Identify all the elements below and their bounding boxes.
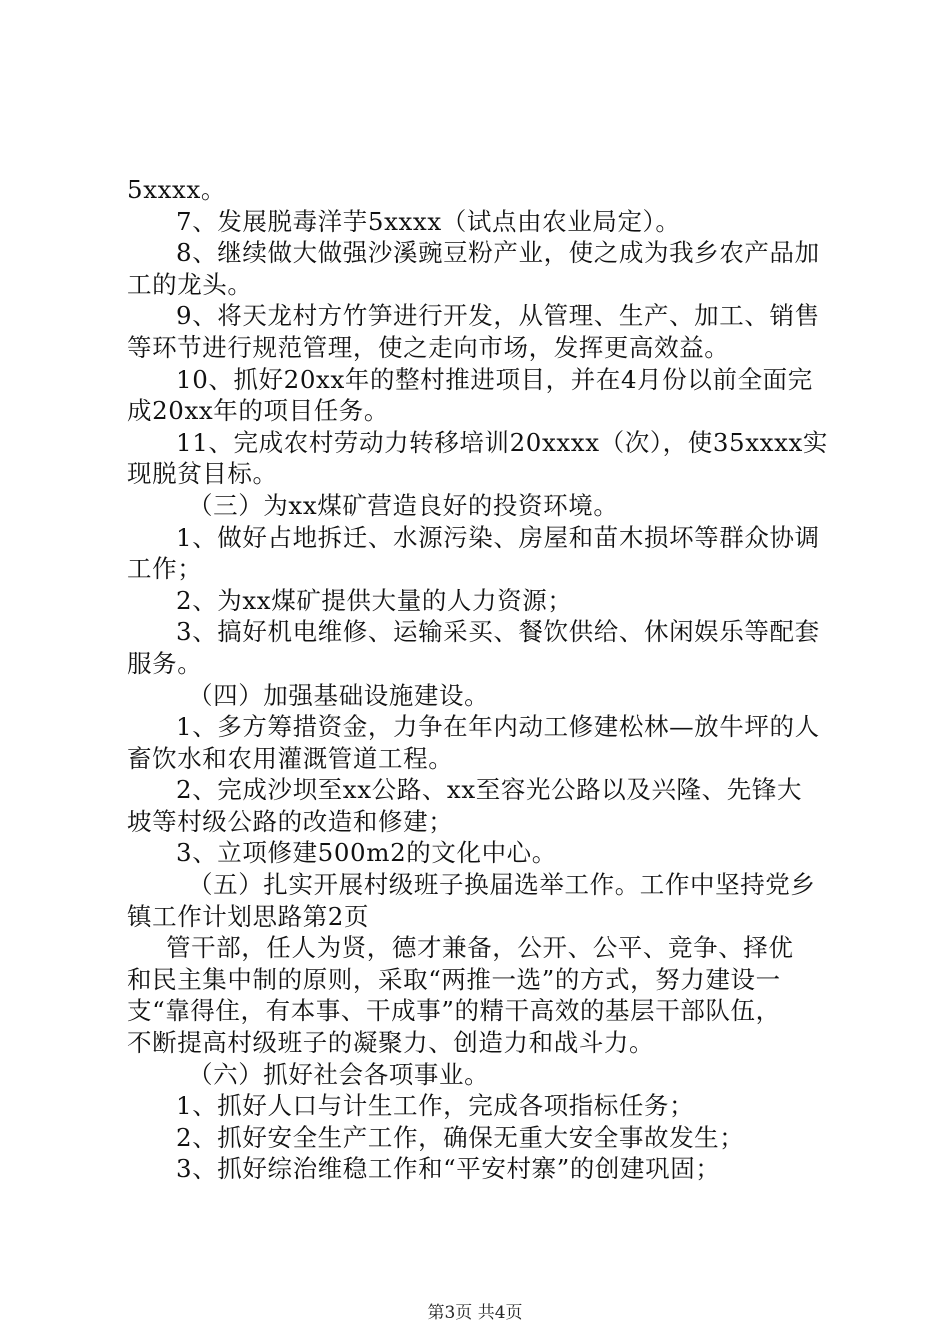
text-line: 支“靠得住，有本事、干成事”的精干高效的基层干部队伍， [127, 996, 781, 1026]
text-line: 11、完成农村劳动力转移培训20xxxx（次），使35xxxx实 [176, 427, 829, 457]
text-line: 1、抓好人口与计生工作，完成各项指标任务； [176, 1091, 695, 1121]
text-line: 工作； [127, 554, 203, 584]
text-line: 工的龙头。 [127, 269, 253, 299]
section-heading: （五）扎实开展村级班子换届选举工作。工作中坚持党乡 [188, 870, 816, 900]
text-line: 8、继续做大做强沙溪豌豆粉产业，使之成为我乡农产品加 [176, 238, 820, 268]
text-line: 9、将天龙村方竹笋进行开发，从管理、生产、加工、销售 [176, 301, 820, 331]
section-heading: （六）抓好社会各项事业。 [188, 1059, 490, 1089]
text-line: 3、立项修建500m2的文化中心。 [176, 838, 557, 868]
text-line: 3、抓好综治维稳工作和“平安村寨”的创建巩固； [176, 1154, 721, 1184]
text-line: 7、发展脱毒洋芋5xxxx（试点由农业局定）。 [176, 206, 681, 236]
section-heading: （四）加强基础设施建设。 [188, 680, 490, 710]
text-line: 不断提高村级班子的凝聚力、创造力和战斗力。 [127, 1028, 655, 1058]
text-line: 服务。 [127, 648, 203, 678]
text-line: 现脱贫目标。 [127, 459, 278, 489]
text-line: 坡等村级公路的改造和修建； [127, 806, 454, 836]
text-line: 3、搞好机电维修、运输采买、餐饮供给、休闲娱乐等配套 [176, 617, 820, 647]
text-line: 畜饮水和农用灌溉管道工程。 [127, 743, 454, 773]
text-line: 和民主集中制的原则，采取“两推一选”的方式，努力建设一 [127, 964, 781, 994]
text-line: 2、完成沙坝至xx公路、xx至容光公路以及兴隆、先锋大 [176, 775, 803, 805]
text-line: 等环节进行规范管理，使之走向市场，发挥更高效益。 [127, 332, 730, 362]
document-body [127, 174, 831, 1185]
text-line: 1、多方筹措资金，力争在年内动工修建松林—放牛坪的人 [176, 712, 820, 742]
text-line: 成20xx年的项目任务。 [127, 396, 390, 426]
text-line: 镇工作计划思路第2页 [127, 901, 370, 931]
text-line: 10、抓好20xx年的整村推进项目，并在4月份以前全面完 [176, 364, 813, 394]
text-line: 2、为xx煤矿提供大量的人力资源； [176, 585, 573, 615]
text-line: 2、抓好安全生产工作，确保无重大安全事故发生； [176, 1122, 745, 1152]
text-line: 1、做好占地拆迁、水源污染、房屋和苗木损坏等群众协调 [176, 522, 820, 552]
text-line: 管干部，任人为贤，德才兼备，公开、公平、竞争、择优 [166, 933, 794, 963]
text-line: 5xxxx。 [127, 175, 226, 204]
page-number-footer: 第3页 共4页 [427, 1303, 523, 1323]
section-heading: （三）为xx煤矿营造良好的投资环境。 [188, 490, 619, 520]
